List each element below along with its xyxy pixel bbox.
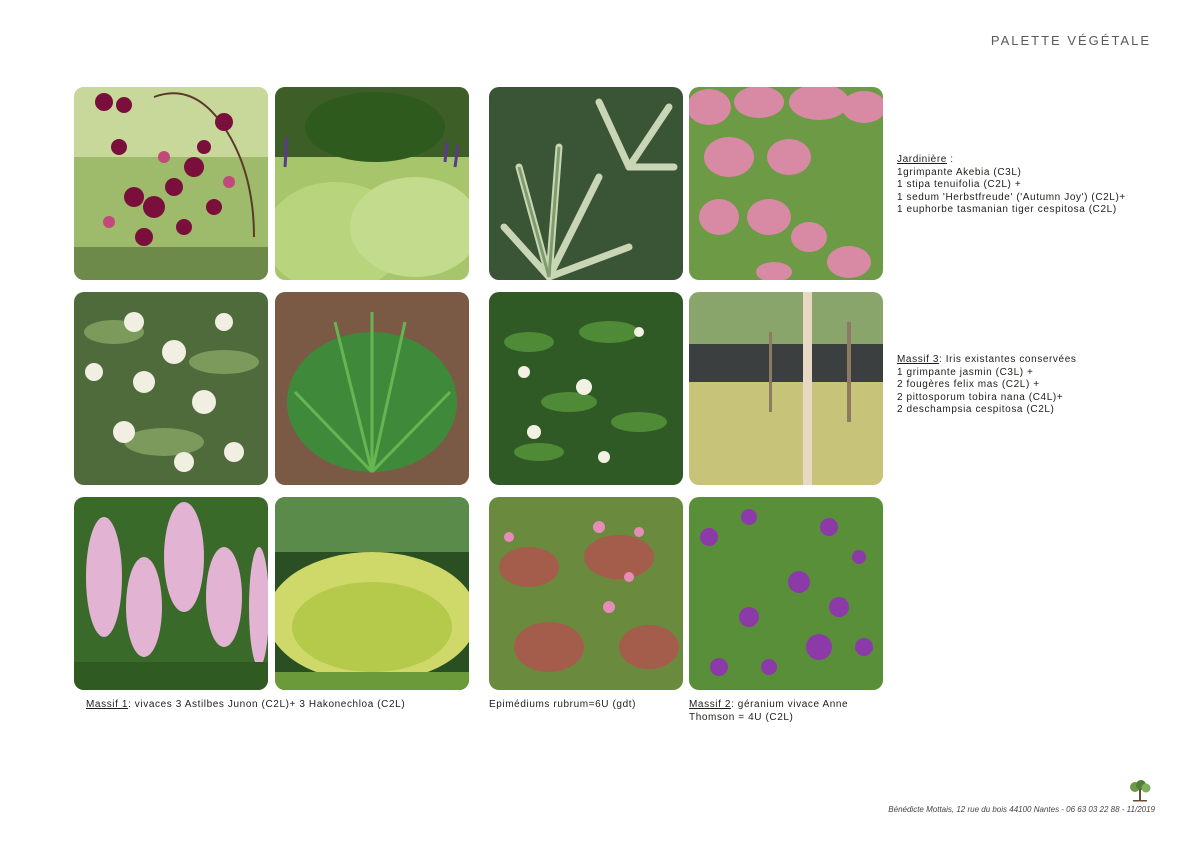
tree-logo-icon [1127, 780, 1153, 802]
photo-akebia [74, 87, 268, 280]
footer-contact: Bénédicte Mottais, 12 rue du bois 44100 Nantes - 06 63 03 22 88 - 11/2019 [888, 805, 1155, 814]
massif3-description [897, 354, 1076, 417]
massif1-caption [86, 699, 405, 712]
jardiniere-line: 1 sedum 'Herbstfreude' ('Autumn Joy') (C2L)+ [897, 191, 1126, 203]
massif3-line: 2 fougères felix mas (C2L) + [897, 379, 1040, 390]
massif3-line: 2 deschampsia cespitosa (C2L) [897, 404, 1055, 415]
photo-euphorbia [489, 87, 683, 280]
jardiniere-line: 1 euphorbe tasmanian tiger cespitosa (C2L) [897, 204, 1117, 215]
jardiniere-line: 1grimpante Akebia (C3L) [897, 166, 1022, 178]
massif3-line: 2 pittosporum tobira nana (C4L)+ [897, 391, 1064, 403]
jardiniere-description: Jardinière : 1grimpante Akebia (C3L) 1 stipa tenuifolia (C2L) + 1 sedum 'Herbstfreude' ('Autumn Joy') (C2L)+ 1 euphorbe tasmanian tiger cespitosa (C2L) [897, 154, 1126, 215]
photo-stipa [275, 87, 469, 280]
jardiniere-line: 1 stipa tenuifolia (C2L) + [897, 179, 1022, 190]
photo-hakonechloa [275, 497, 469, 690]
massif2-line2: Thomson = 4U (C2L) [689, 711, 794, 723]
photo-epimedium [489, 497, 683, 690]
epimediums-text: Epimédiums rubrum=6U (gdt) [489, 699, 637, 710]
massif3-heading: Massif 3 [897, 354, 940, 365]
massif3-intro: : Iris existantes conservées [939, 354, 1077, 365]
massif3-line: 1 grimpante jasmin (C3L) + [897, 366, 1034, 378]
photo-fern [275, 292, 469, 485]
photo-geranium [689, 497, 883, 690]
massif1-heading: Massif 1 [86, 699, 129, 710]
photo-birch-grass [689, 292, 883, 485]
photo-jasmine [74, 292, 268, 485]
page-title: PALETTE VÉGÉTALE [990, 33, 1151, 48]
epimediums-caption [489, 699, 636, 712]
massif2-line1: : géranium vivace Anne [731, 699, 849, 710]
massif2-caption [689, 699, 848, 724]
massif1-text: : vivaces 3 Astilbes Junon (C2L)+ 3 Hakonechloa (C2L) [128, 699, 406, 710]
jardiniere-heading: Jardinière [897, 154, 947, 165]
photo-sedum [689, 87, 883, 280]
photo-astilbe [74, 497, 268, 690]
massif2-heading: Massif 2 [689, 699, 732, 710]
photo-pittosporum [489, 292, 683, 485]
